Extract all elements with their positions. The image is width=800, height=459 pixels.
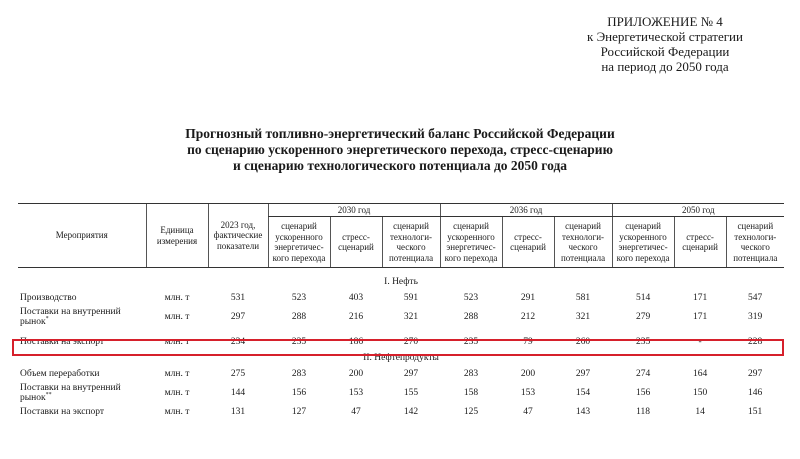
document-title-line-3: и сценарию технологического потенциала до 2050 года bbox=[232, 158, 568, 173]
row-unit: млн. т bbox=[164, 292, 190, 303]
value-cell: 235 bbox=[635, 336, 651, 347]
value-cell: 146 bbox=[747, 387, 763, 398]
value-cell: 270 bbox=[403, 336, 419, 347]
energy-balance-table bbox=[18, 203, 784, 420]
value-cell: 158 bbox=[463, 387, 479, 398]
value-cell: 79 bbox=[523, 336, 533, 347]
value-cell: 164 bbox=[692, 368, 708, 379]
header-scenario-tech: сценарий технологи-ческого потенциала bbox=[382, 217, 440, 268]
value-cell: 283 bbox=[291, 368, 307, 379]
header-scenario-stress: стресс-сценарий bbox=[330, 217, 382, 268]
value-cell: 154 bbox=[575, 387, 591, 398]
value-cell: 156 bbox=[635, 387, 651, 398]
row-label-text: Поставки на внутренний рынок bbox=[20, 307, 121, 327]
value-cell: 403 bbox=[348, 292, 364, 303]
value-cell: 297 bbox=[747, 368, 763, 379]
value-cell: 274 bbox=[635, 368, 651, 379]
value-cell: 234 bbox=[230, 336, 246, 347]
row-unit: млн. т bbox=[164, 368, 190, 379]
row-label-text: Поставки на внутренний рынок bbox=[20, 383, 121, 403]
value-cell: 47 bbox=[523, 406, 533, 417]
row-label bbox=[18, 306, 146, 328]
header-scenario-accelerated: сценарий ускоренного энергетичес-кого перехода bbox=[268, 217, 330, 268]
row-unit: млн. т bbox=[164, 387, 190, 398]
value-cell: 131 bbox=[230, 406, 246, 417]
footnote-marker: * bbox=[45, 315, 49, 322]
value-cell: 297 bbox=[575, 368, 591, 379]
value-cell: 151 bbox=[747, 406, 763, 417]
row-unit: млн. т bbox=[164, 336, 190, 347]
value-cell: 523 bbox=[291, 292, 307, 303]
header-actual-2023: 2023 год, фактические показатели bbox=[208, 204, 268, 268]
value-cell: 153 bbox=[520, 387, 536, 398]
header-year-2050: 2050 год bbox=[612, 204, 784, 217]
value-cell: 212 bbox=[520, 311, 536, 322]
value-cell: 321 bbox=[575, 311, 591, 322]
row-label: Производство bbox=[20, 292, 77, 303]
document-title-line-1: Прогнозный топливно-энергетический баланс Российской Федерации bbox=[185, 126, 615, 141]
value-cell: 235 bbox=[291, 336, 307, 347]
value-cell: 14 bbox=[695, 406, 705, 417]
value-cell: 155 bbox=[403, 387, 419, 398]
value-cell: 186 bbox=[348, 336, 364, 347]
value-cell: 47 bbox=[351, 406, 361, 417]
footnote-marker: ** bbox=[45, 391, 52, 398]
row-label: Объем переработки bbox=[20, 368, 100, 379]
header-measures: Мероприятия bbox=[18, 204, 146, 268]
value-cell: 156 bbox=[291, 387, 307, 398]
document-title bbox=[90, 126, 710, 174]
value-cell: 297 bbox=[230, 311, 246, 322]
value-cell: - bbox=[698, 336, 702, 347]
value-cell: 150 bbox=[692, 387, 708, 398]
value-cell: 153 bbox=[348, 387, 364, 398]
header-scenario-stress: стресс-сценарий bbox=[502, 217, 554, 268]
appendix-subtitle-2: Российской Федерации bbox=[600, 44, 730, 59]
header-scenario-stress: стресс-сценарий bbox=[674, 217, 726, 268]
value-cell: 319 bbox=[747, 311, 763, 322]
header-scenario-tech: сценарий технологи-ческого потенциала bbox=[726, 217, 784, 268]
value-cell: 143 bbox=[575, 406, 591, 417]
value-cell: 200 bbox=[520, 368, 536, 379]
value-cell: 171 bbox=[692, 311, 708, 322]
value-cell: 523 bbox=[463, 292, 479, 303]
value-cell: 591 bbox=[403, 292, 419, 303]
value-cell: 297 bbox=[403, 368, 419, 379]
value-cell: 288 bbox=[291, 311, 307, 322]
row-label: Поставки на экспорт bbox=[20, 406, 105, 417]
header-scenario-tech: сценарий технологи-ческого потенциала bbox=[554, 217, 612, 268]
value-cell: 283 bbox=[463, 368, 479, 379]
value-cell: 125 bbox=[463, 406, 479, 417]
value-cell: 288 bbox=[463, 311, 479, 322]
appendix-subtitle-1: к Энергетической стратегии bbox=[587, 29, 743, 44]
value-cell: 531 bbox=[230, 292, 246, 303]
header-year-2030: 2030 год bbox=[268, 204, 440, 217]
value-cell: 200 bbox=[348, 368, 364, 379]
value-cell: 127 bbox=[291, 406, 307, 417]
value-cell: 235 bbox=[463, 336, 479, 347]
value-cell: 514 bbox=[635, 292, 651, 303]
appendix-heading bbox=[540, 14, 790, 74]
value-cell: 279 bbox=[635, 311, 651, 322]
header-scenario-accelerated: сценарий ускоренного энергетичес-кого перехода bbox=[440, 217, 502, 268]
value-cell: 547 bbox=[747, 292, 763, 303]
row-label: Поставки на экспорт bbox=[20, 336, 105, 347]
highlighted-row-oil-export bbox=[18, 334, 784, 350]
document-title-line-2: по сценарию ускоренного энергетического перехода, стресс-сценарию bbox=[187, 142, 613, 157]
header-unit: Единица измерения bbox=[146, 204, 208, 268]
appendix-subtitle-3: на период до 2050 года bbox=[601, 59, 729, 74]
value-cell: 142 bbox=[403, 406, 419, 417]
value-cell: 144 bbox=[230, 387, 246, 398]
row-unit: млн. т bbox=[164, 406, 190, 417]
value-cell: 228 bbox=[747, 336, 763, 347]
header-year-2036: 2036 год bbox=[440, 204, 612, 217]
value-cell: 260 bbox=[575, 336, 591, 347]
value-cell: 118 bbox=[636, 406, 651, 417]
value-cell: 171 bbox=[692, 292, 708, 303]
value-cell: 321 bbox=[403, 311, 419, 322]
section-title-oil: I. Нефть bbox=[384, 276, 418, 287]
appendix-number: ПРИЛОЖЕНИЕ № 4 bbox=[607, 14, 723, 29]
value-cell: 581 bbox=[575, 292, 591, 303]
value-cell: 216 bbox=[348, 311, 364, 322]
value-cell: 291 bbox=[520, 292, 536, 303]
row-unit: млн. т bbox=[164, 311, 190, 322]
row-label bbox=[18, 382, 146, 404]
section-title-oil-products: II. Нефтепродукты bbox=[363, 352, 439, 363]
value-cell: 275 bbox=[230, 368, 246, 379]
header-scenario-accelerated: сценарий ускоренного энергетичес-кого перехода bbox=[612, 217, 674, 268]
